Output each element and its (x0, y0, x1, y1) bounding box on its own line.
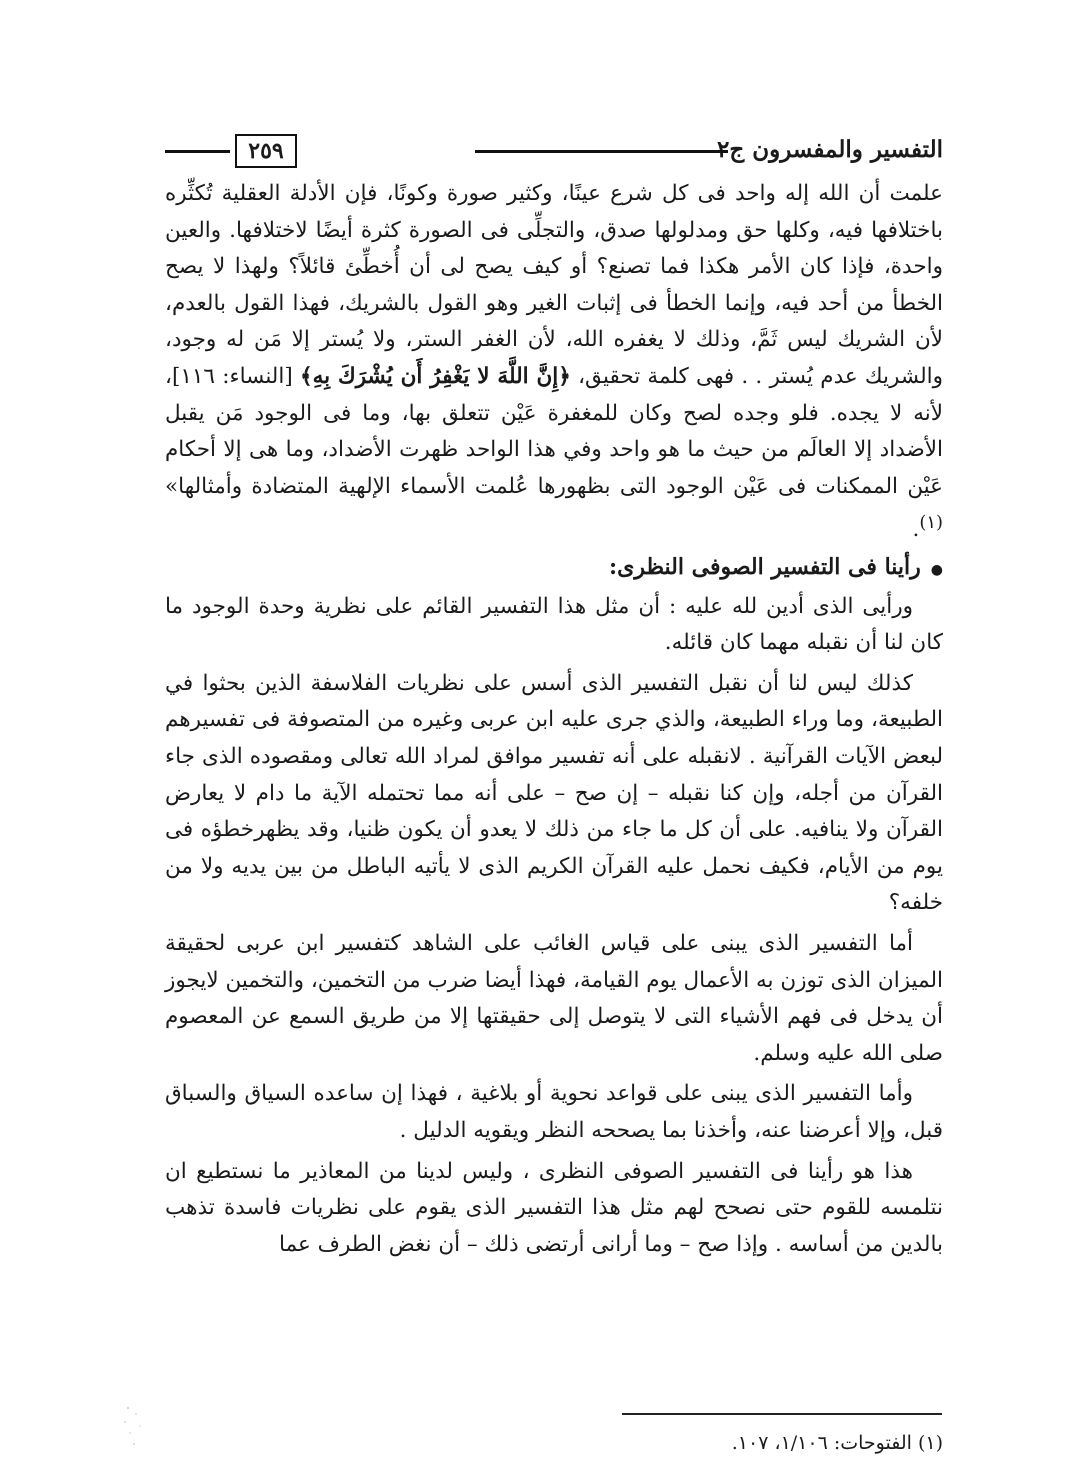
paragraph: كذلك ليس لنا أن نقبل التفسير الذى أسس على نظريات الفلاسفة الذين بحثوا في الطبيعة، وما وراء الطبيعة، والذي جرى عليه ابن عربى وغيره من المتصوفة فى تفسيرهم لبعض الآيات القرآنية . لانقبله على أنه تفسير موافق لمراد الله تعالى ومقصوده الذى جاء القرآن من أجله، وإن كنا نقبله – إن صح – على أنه مما تحتمله الآية ما دام لا يعارض القرآن ولا ينافيه. على أن كل ما جاء من ذلك لا يعدو أن يكون ظنيا، وقد يظهرخطؤه فى يوم من الأيام، فكيف نحمل عليه القرآن الكريم الذى لا يأتيه الباطل من بين يديه ولا من خلفه؟ (165, 670, 943, 916)
section-heading (165, 549, 943, 589)
running-title: التفسير والمفسرون ج٢ (717, 136, 943, 163)
header-rule (475, 150, 728, 153)
paragraph: هذا هو رأينا فى التفسير الصوفى النظرى ، وليس لدينا من المعاذير ما نستطيع ان نتلمسه للقوم حتى نصحح لهم مثل هذا التفسير الذى يقوم على نظريات فاسدة تذهب بالدين من أساسه . وإذا صح – وما أرانى أرتضى ذلك – أن نغض الطرف عما (165, 1158, 943, 1257)
quote-paragraph: علمت أن الله إله واحد فى كل شرع عينًا، وكثير صورة وكونًا، فإن الأدلة العقلية تُكثِّره باختلافها فيه، وكلها حق ومدلولها صدق، والتجلِّى فى الصورة كثرة أيضًا لاختلافها. والعين واحدة، فإذا كان الأمر هكذا فما تصنع؟ أو كيف يصح لى أن أُخطِّئ قائلاً؟ ولهذا لا يصح الخطأ من أحد فيه، وإنما الخطأ فى إثبات الغير وهو القول بالشريك، فهذا القول بالعدم، لأن الشريك ليس ثَمَّ، وذلك لا يغفره الله، لأن الغفر الستر، ولا يُستر إلا مَن له وجود، والشريك عدم يُستر . . فهى كلمة تحقيق، ﴿إِنَّ اللَّهَ لا يَغْفِرُ أَن يُشْرَكَ بِهِ﴾ [النساء: ١١٦]، لأنه لا يجده. فلو وجده لصح وكان للمغفرة عَيْن تتعلق بها، وما فى الوجود مَن يقبل الأضداد إلا العالَم من حيث ما هو واحد وفي هذا الواحد ظهرت الأضداد، وما هى إلا أحكام عَيْن الممكنات فى عَيْن الوجود التى بظهورها عُلمت الأسماء الإلهية المتضادة وأمثالها» $^{(١)}$. (165, 181, 943, 543)
footnote: (١) الفتوحات: ١/١٠٦، ١٠٧. (731, 1432, 943, 1454)
section-heading-text: رأينا فى التفسير الصوفى النظرى: (609, 554, 921, 581)
quran-verse: ﴿إِنَّ اللَّهَ لا يَغْفِرُ أَن يُشْرَكَ بِهِ﴾ (299, 363, 571, 389)
paragraph: أما التفسير الذى يبنى على قياس الغائب على الشاهد كتفسير ابن عربى لحقيقة الميزان الذى توزن به الأعمال يوم القيامة، فهذا أيضا ضرب من التخمين، والتخمين لايجوز أن يدخل فى فهم الأشياء التى لا يتوصل إلى حقيقتها إلا من طريق السمع عن المعصوم صلى الله عليه وسلم. (165, 931, 943, 1066)
footnote-reference: (١) (919, 512, 943, 534)
page-number: ٢٥٩ (235, 134, 297, 168)
bullet-icon: ● (930, 562, 943, 579)
quote-text: علمت أن الله إله واحد فى كل شرع عينًا، وكثير صورة وكونًا، فإن الأدلة العقلية تُكثِّره باختلافها فيه، وكلها حق ومدلولها صدق، والتجلِّى فى الصورة كثرة أيضًا لاختلافها. والعين واحدة، فإذا كان الأمر هكذا فما تصنع؟ أو كيف يصح لى أن أُخطِّئ قائلاً؟ ولهذا لا يصح الخطأ من أحد فيه، وإنما الخطأ فى إثبات الغير وهو القول بالشريك، فهذا القول بالعدم، لأن الشريك ليس ثَمَّ، وذلك لا يغفره الله، لأن الغفر الستر، ولا يُستر إلا مَن له وجود، والشريك عدم يُستر . . فهى كلمة تحقيق، (165, 181, 943, 389)
quote-continuation: [النساء: ١١٦]، لأنه لا يجده. فلو وجده لصح وكان للمغفرة عَيْن تتعلق بها، وما فى الوجود مَن يقبل الأضداد إلا العالَم من حيث ما هو واحد وفي هذا الواحد ظهرت الأضداد، وما هى إلا أحكام عَيْن الممكنات فى عَيْن الوجود التى بظهورها عُلمت الأسماء الإلهية المتضادة وأمثالها» (165, 363, 943, 499)
header-rule (165, 150, 230, 153)
paragraph: ورأيى الذى أدين لله عليه : أن مثل هذا التفسير القائم على نظرية وحدة الوجود ما كان لنا أن نقبله مهما كان قائله. (165, 593, 943, 656)
footnote-divider (622, 1413, 942, 1415)
body-text (165, 176, 943, 1263)
paragraph: وأما التفسير الذى يبنى على قواعد نحوية أو بلاغية ، فهذا إن ساعده السياق والسباق قبل، وإلا أعرضنا عنه، وأخذنا بما يصححه النظر ويقويه الدليل . (165, 1081, 943, 1143)
page-header (165, 134, 943, 168)
scan-speck (118, 1400, 154, 1450)
